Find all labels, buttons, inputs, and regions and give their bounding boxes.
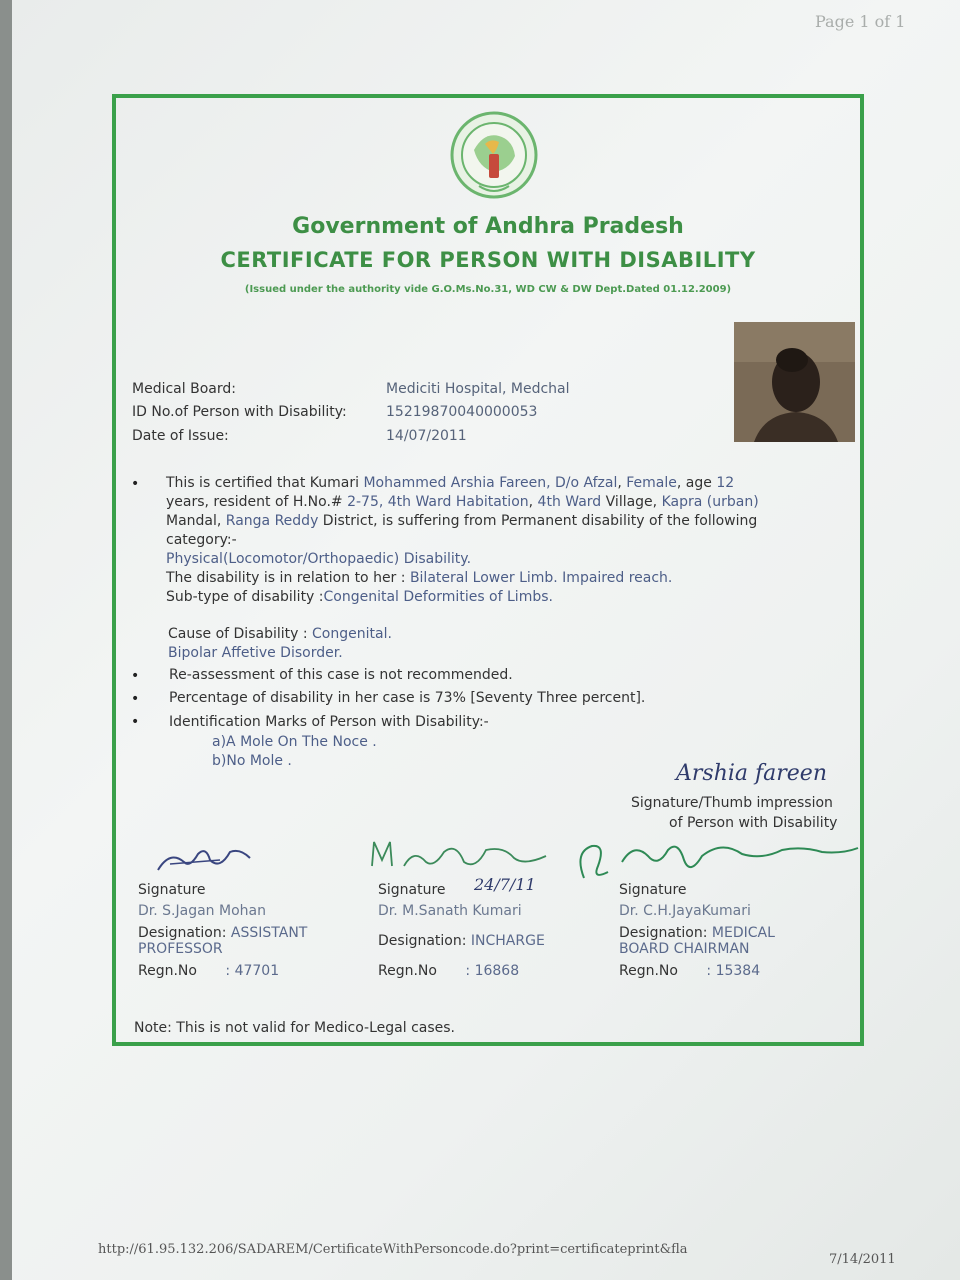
regn-line: [378, 963, 545, 979]
signature-label: Signature: [138, 882, 206, 898]
regn-value: : 16868: [465, 963, 520, 979]
mandal-name: Kapra (urban): [661, 494, 759, 510]
designation-line: [619, 925, 775, 941]
cause-label: Cause of Disability :: [168, 626, 313, 642]
bullet-icon: •: [131, 476, 140, 492]
print-date: 7/14/2011: [829, 1252, 896, 1267]
identification-mark-b: b)No Mole .: [212, 753, 292, 769]
regn-line: [138, 963, 307, 979]
designation-value: MEDICAL: [711, 925, 775, 941]
signature-label: Signature: [619, 882, 687, 898]
handwritten-date: 24/7/11: [474, 875, 536, 894]
regn-line: [619, 963, 775, 979]
certification-line-2: [166, 494, 759, 510]
signatory-jagan-mohan: [138, 882, 307, 979]
certification-line-3: [166, 513, 757, 529]
bullet-icon: •: [131, 691, 140, 707]
text-segment: This is certified that Kumari: [166, 475, 364, 491]
gender-value: Female: [626, 475, 677, 491]
person-handwritten-signature: [672, 752, 862, 792]
district-name: Ranga Reddy: [225, 513, 319, 529]
disability-relation: [166, 570, 672, 586]
identification-mark-a: a)A Mole On The Noce .: [212, 734, 377, 750]
print-url: http://61.95.132.206/SADAREM/CertificateWithPersoncode.do?print=certificateprint&fla: [98, 1242, 688, 1257]
government-title: Government of Andhra Pradesh: [292, 214, 684, 239]
designation-label: Designation:: [378, 933, 467, 949]
certificate-title: CERTIFICATE FOR PERSON WITH DISABILITY: [220, 248, 756, 272]
text-segment: years, resident of H.No.#: [166, 494, 348, 510]
parent-name: Afzal: [583, 475, 618, 491]
regn-value: : 47701: [225, 963, 280, 979]
designation-value: ASSISTANT: [230, 925, 308, 941]
state-emblem-icon: [449, 110, 539, 200]
designation-label: Designation:: [138, 925, 227, 941]
designation-value-2: PROFESSOR: [138, 941, 223, 957]
signatory-name: Dr. C.H.JayaKumari: [619, 903, 751, 919]
date-of-issue-label: Date of Issue:: [132, 428, 229, 444]
age-value: 12: [716, 475, 735, 491]
thumb-impression-label-1: Signature/Thumb impression: [631, 795, 833, 811]
village-name: 4th Ward: [537, 494, 602, 510]
subtype-label: Sub-type of disability :: [166, 589, 324, 605]
disability-id-label: ID No.of Person with Disability:: [132, 404, 347, 420]
cause-value: Congenital.: [312, 626, 392, 642]
medical-board-label: Medical Board:: [132, 381, 236, 397]
designation-value-2: BOARD CHAIRMAN: [619, 941, 750, 957]
page-label: Page 1 of 1: [815, 12, 906, 31]
relation-value: Bilateral Lower Limb. Impaired reach.: [409, 570, 673, 586]
signature-ink-jagan-mohan: [150, 840, 260, 880]
signatory-jayakumari: [619, 882, 775, 979]
regn-label: Regn.No: [619, 963, 678, 979]
text-segment: District, is suffering from Permanent disability of the following: [318, 513, 758, 529]
text-segment: ,: [528, 494, 538, 510]
category-heading: category:-: [166, 532, 237, 548]
cause-value-secondary: Bipolar Affetive Disorder.: [168, 645, 343, 661]
regn-label: Regn.No: [138, 963, 197, 979]
identification-marks-label: Identification Marks of Person with Disability:-: [169, 714, 489, 730]
disability-category: Physical(Locomotor/Orthopaedic) Disability.: [166, 551, 472, 567]
disability-id-value: 15219870040000053: [386, 404, 538, 420]
medico-legal-note: Note: This is not valid for Medico-Legal cases.: [134, 1020, 456, 1036]
cause-of-disability: [168, 626, 392, 642]
issued-authority-note: (Issued under the authority vide G.O.Ms.No.31, WD CW & DW Dept.Dated 01.12.2009): [244, 284, 732, 295]
designation-label: Designation:: [619, 925, 708, 941]
designation-value: INCHARGE: [470, 933, 545, 949]
bullet-icon: •: [131, 668, 140, 684]
person-photo: [734, 322, 855, 442]
text-segment: ,: [617, 475, 627, 491]
medical-board-value: Mediciti Hospital, Medchal: [386, 381, 570, 397]
reassessment-line: Re-assessment of this case is not recommended.: [169, 667, 513, 683]
date-of-issue-value: 14/07/2011: [386, 428, 467, 444]
text-segment: , age: [676, 475, 717, 491]
house-number: 2-75, 4th Ward Habitation: [347, 494, 529, 510]
text-segment: Mandal,: [166, 513, 226, 529]
bullet-icon: •: [131, 714, 140, 730]
disability-percentage: Percentage of disability in her case is 73% [Seventy Three percent].: [169, 690, 646, 706]
certification-line-1: [166, 475, 734, 491]
designation-line: [378, 933, 545, 949]
signatory-name: Dr. S.Jagan Mohan: [138, 903, 266, 919]
regn-label: Regn.No: [378, 963, 437, 979]
subtype-value: Congenital Deformities of Limbs.: [323, 589, 553, 605]
regn-value: : 15384: [706, 963, 761, 979]
text-segment: , D/o: [546, 475, 584, 491]
thumb-impression-label-2: of Person with Disability: [669, 815, 838, 831]
signature-label: Signature: [378, 882, 446, 898]
designation-line: [138, 925, 307, 941]
signatory-name: Dr. M.Sanath Kumari: [378, 903, 522, 919]
signatory-sanath-kumari: [378, 882, 545, 979]
disability-subtype: [166, 589, 553, 605]
person-name: Mohammed Arshia Fareen: [363, 475, 547, 491]
text-segment: Village,: [601, 494, 662, 510]
relation-label: The disability is in relation to her :: [166, 570, 410, 586]
person-signature-ink: Arshia fareen: [676, 761, 827, 786]
